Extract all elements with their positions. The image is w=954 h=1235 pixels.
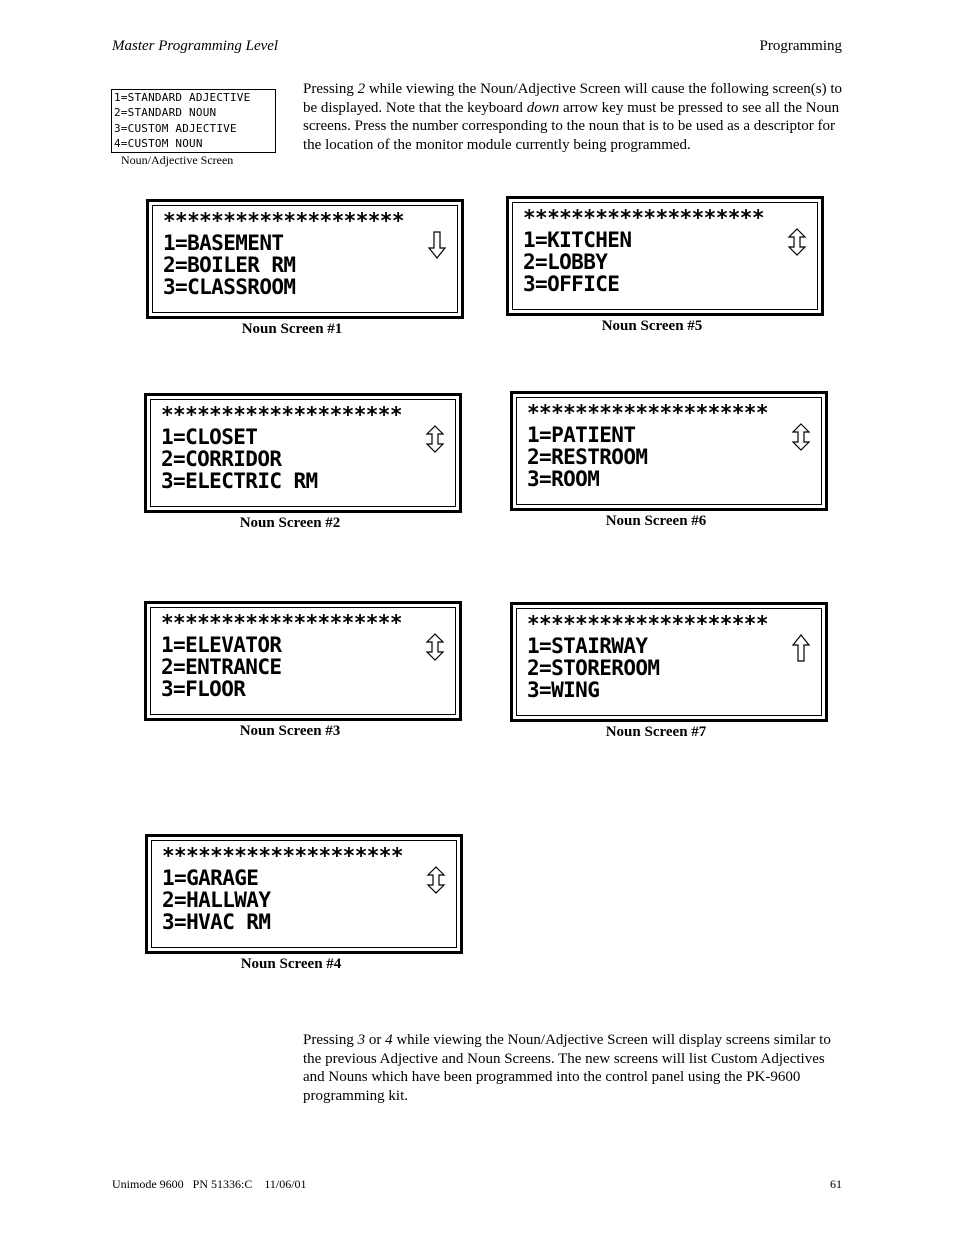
up-down-arrow-icon	[425, 632, 445, 662]
noun-screen-3	[144, 601, 462, 721]
header-chapter-title: Programming	[759, 38, 842, 54]
lcd-line-2: 2=LOBBY	[523, 250, 608, 274]
lcd-line-3: 3=FLOOR	[161, 677, 246, 701]
lcd-line-3: 3=HVAC RM	[162, 910, 271, 934]
lcd-line-1: 1=GARAGE	[162, 866, 259, 890]
lcd-line-1: 1=STAIRWAY	[527, 634, 648, 658]
lcd-stars: ********************	[163, 209, 404, 233]
header-section-title: Master Programming Level	[112, 38, 279, 54]
down-arrow-icon	[427, 230, 447, 260]
lcd-line-1: 1=ELEVATOR	[161, 633, 282, 657]
lcd-stars: ********************	[161, 403, 402, 427]
noun-screen-3-caption: Noun Screen #3	[239, 723, 341, 739]
noun-screen-5	[506, 196, 824, 316]
noun-screen-4-caption: Noun Screen #4	[240, 956, 342, 972]
lcd-stars: ********************	[161, 611, 402, 635]
lcd-stars: ********************	[523, 206, 764, 230]
noun-screen-1	[146, 199, 464, 319]
mini-screen-line: 4=CUSTOM NOUN	[114, 137, 203, 151]
noun-screen-6	[510, 391, 828, 511]
lcd-line-1: 1=PATIENT	[527, 423, 636, 447]
lcd-line-2: 2=CORRIDOR	[161, 447, 282, 471]
footer-document-info: Unimode 9600 PN 51336:C 11/06/01	[112, 1177, 307, 1191]
lcd-stars: ********************	[527, 612, 768, 636]
up-down-arrow-icon	[791, 422, 811, 452]
noun-screen-1-caption: Noun Screen #1	[241, 321, 343, 337]
noun-screen-2-caption: Noun Screen #2	[239, 515, 341, 531]
noun-screen-7-caption: Noun Screen #7	[605, 724, 707, 740]
lcd-line-1: 1=CLOSET	[161, 425, 258, 449]
lcd-line-2: 2=ENTRANCE	[161, 655, 282, 679]
lcd-line-1: 1=KITCHEN	[523, 228, 632, 252]
noun-adjective-screen	[111, 89, 276, 153]
up-down-arrow-icon	[426, 865, 446, 895]
up-down-arrow-icon	[425, 424, 445, 454]
noun-screen-7	[510, 602, 828, 722]
lcd-line-2: 2=BOILER RM	[163, 253, 296, 277]
page-number: 61	[830, 1177, 842, 1191]
lcd-line-3: 3=ROOM	[527, 467, 600, 491]
noun-screen-6-caption: Noun Screen #6	[605, 513, 707, 529]
lcd-line-3: 3=WING	[527, 678, 600, 702]
lcd-line-2: 2=RESTROOM	[527, 445, 648, 469]
noun-screen-4	[145, 834, 463, 954]
lcd-line-2: 2=HALLWAY	[162, 888, 271, 912]
intro-paragraph: Pressing 2 while viewing the Noun/Adjective Screen will cause the following screen(s) to be displayed. Note that the keyboard down arrow key must be pressed to see all the Noun screens. Press the number corresponding to the noun that is to be used as a descriptor for the location of the monitor module currently being programmed.	[303, 81, 843, 153]
lcd-stars: ********************	[162, 844, 403, 868]
lcd-line-3: 3=OFFICE	[523, 272, 620, 296]
outro-paragraph: Pressing 3 or 4 while viewing the Noun/Adjective Screen will display screens similar to the previous Adjective and Noun Screens. The new screens will list Custom Adjectives and Nouns which have been programmed into the control panel using the PK-9600 programming kit.	[303, 1032, 831, 1104]
noun-screen-5-caption: Noun Screen #5	[601, 318, 703, 334]
noun-screen-2	[144, 393, 462, 513]
lcd-line-1: 1=BASEMENT	[163, 231, 284, 255]
up-arrow-icon	[791, 633, 811, 663]
mini-screen-line: 1=STANDARD ADJECTIVE	[114, 91, 251, 104]
noun-adjective-screen-caption: Noun/Adjective Screen	[121, 153, 234, 167]
up-down-arrow-icon	[787, 227, 807, 257]
lcd-line-3: 3=ELECTRIC RM	[161, 469, 318, 493]
mini-screen-line: 3=CUSTOM ADJECTIVE	[114, 121, 237, 135]
lcd-line-3: 3=CLASSROOM	[163, 275, 296, 299]
mini-screen-line: 2=STANDARD NOUN	[114, 106, 217, 120]
lcd-line-2: 2=STOREROOM	[527, 656, 660, 680]
lcd-stars: ********************	[527, 401, 768, 425]
